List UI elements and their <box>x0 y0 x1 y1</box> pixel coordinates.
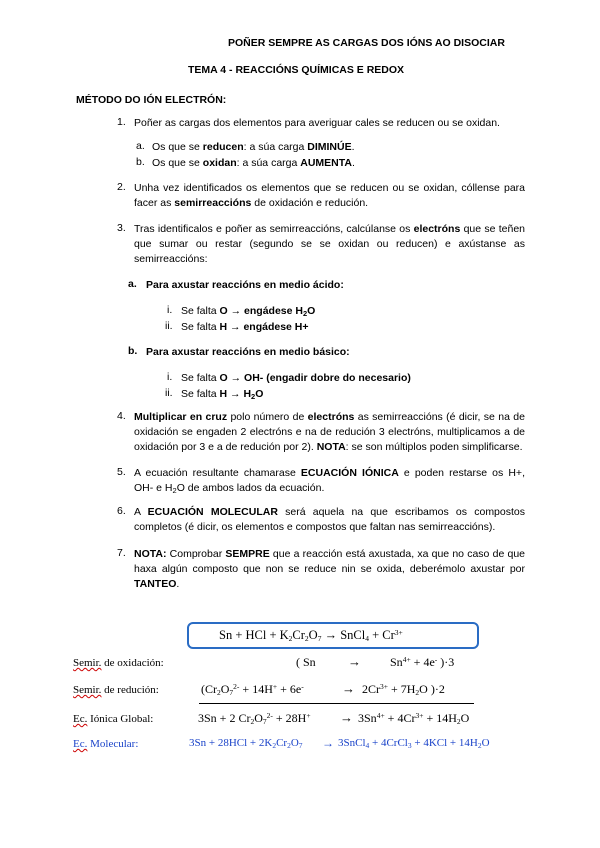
step-1-number: 1. <box>117 116 126 128</box>
basic-i-marker: i. <box>167 371 173 383</box>
oxidation-label: Semir. de oxidación: <box>73 657 164 669</box>
basic-ii-text: Se falta $H \to H_2O$ <box>181 388 264 401</box>
header-line-2: TEMA 4 - REACCIÓNS QUÍMICAS E REDOX <box>188 64 405 76</box>
oxidation-arrow: → <box>348 654 361 669</box>
step-4-text: Multiplicar en cruz polo número de electróns as semirreaccións (é dicir, se na de oxidación se engaden 2 electróns e na de redución 3 electróns, multiplicamos a de oxidación por 3 e a de redución por 2). NOTA: se son múltiplos poden simplificarse. <box>134 411 525 453</box>
reduction-rhs: $2Cr^{3+} + 7H_2O$ )·2 <box>362 682 445 697</box>
oxidation-part-2: $Sn^{4+} + 4e^-$ )·3 <box>390 655 455 669</box>
ionic-arrow: → <box>340 710 353 725</box>
step-1a-marker: a. <box>136 140 145 152</box>
molecular-rhs: 3SnCl$_4$ + 4CrCl$_3$ + $4KCl + 14H_2O$ <box>338 737 490 750</box>
step-3-number: 3. <box>117 222 126 234</box>
step-3b-marker: b. <box>128 345 138 357</box>
step-1a-text: Os que se reducen: a súa carga DIMINÚE. <box>152 141 355 153</box>
step-1b-marker: b. <box>136 156 145 168</box>
molecular-label: Ec. Molecular: <box>73 738 139 750</box>
acid-ii-text: Se falta H → engádese H+ <box>181 321 309 333</box>
molecular-lhs: $3Sn + 28HCl + 2K_2Cr_2O_7$ <box>189 737 303 750</box>
ionic-label: Ec. Iónica Global: <box>73 713 154 725</box>
molecular-arrow: → <box>322 736 334 750</box>
basic-ii-marker: ii. <box>165 387 173 399</box>
acid-ii-marker: ii. <box>165 320 173 332</box>
step-1-text: Poñer as cargas dos elementos para averiguar cales se reducen ou se oxidan. <box>134 117 500 129</box>
reduction-label: Semir. de redución: <box>73 684 159 696</box>
sum-line <box>199 703 474 704</box>
section-title: MÉTODO DO IÓN ELECTRÓN: <box>76 94 227 106</box>
header-line-1: POÑER SEMPRE AS CARGAS DOS IÓNS AO DISOCIAR <box>228 37 505 49</box>
step-2-text: Unha vez identificados os elementos que se reducen ou se oxidan, cóllense para facer as semirreaccións de oxidación e redución. <box>134 182 525 209</box>
step-1b-text: Os que se oxidan: a súa carga AUMENTA. <box>152 157 355 169</box>
basic-i-text: Se falta O → OH- (engadir dobre do necesario) <box>181 372 411 384</box>
step-7-text: NOTA: Comprobar SEMPRE que a reacción está axustada, xa que no caso de que haxa algún composto que non se reduce nin se oxida, deberémolo axustar por TANTEO. <box>134 548 525 590</box>
step-7-number: 7. <box>117 547 126 559</box>
step-5-text: A ecuación resultante chamarase ECUACIÓN IÓNICA e poden restarse os H+, OH- e $H_2O$ de ambos lados da ecuación. <box>134 467 525 495</box>
step-3a-marker: a. <box>128 278 137 290</box>
ionic-lhs: 3Sn + 2 $Cr_2O_7^{2-} + 28H^+$ <box>198 711 311 726</box>
acid-i-text: Se falta O → engádese $H_2O$ <box>181 305 316 318</box>
ionic-rhs: $3Sn^{4+} + 4Cr^{3+} + 14H_2O$ <box>358 711 470 726</box>
step-5-number: 5. <box>117 466 126 478</box>
step-6-text: A ECUACIÓN MOLECULAR será aquela na que escribamos os compostos completos (é dicir, os elementos e compostos que faltan nas semirreaccións). <box>134 506 525 533</box>
acid-i-marker: i. <box>167 304 173 316</box>
reduction-lhs: ($Cr_2O_7^{2-} + 14H^+ + 6e^-$ <box>201 682 304 697</box>
basic-medium-title: Para axustar reaccións en medio básico: <box>146 346 350 358</box>
step-2-number: 2. <box>117 181 126 193</box>
step-3-text: Tras identificalos e poñer as semirreaccións, calcúlanse os electróns que se teñen que sumar ou restar (segundo se se oxidan ou reducen) e axústanse as semirreaccións: <box>134 223 525 265</box>
reduction-arrow: → <box>342 681 355 696</box>
acid-medium-title: Para axustar reaccións en medio ácido: <box>146 279 344 291</box>
step-6-number: 6. <box>117 505 126 517</box>
reaction-equation: Sn + HCl + $K_2Cr_2O_7$ → SnCl$_4$ + $Cr^{3+}$ <box>219 628 403 643</box>
oxidation-part-1: ( Sn <box>296 655 316 669</box>
step-4-number: 4. <box>117 410 126 422</box>
